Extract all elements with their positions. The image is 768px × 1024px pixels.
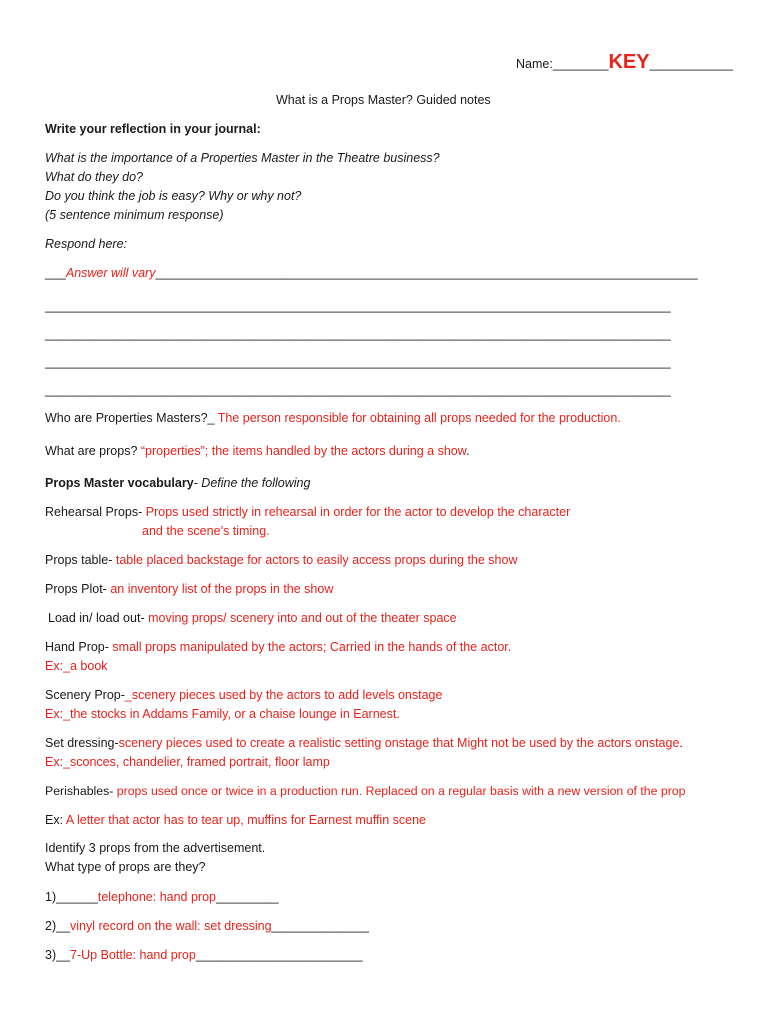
vocab-heading: Props Master vocabulary (45, 476, 194, 490)
answer-blank: ______________________________________________________________________________ (155, 266, 698, 280)
vocab-rehearsal (45, 505, 570, 519)
vocab-set-dressing (45, 736, 683, 750)
item-blank: ________________________ (195, 948, 363, 962)
term-example: Ex:_a book (45, 659, 108, 673)
term-definition: table placed backstage for actors to easily access props during the show (115, 553, 518, 567)
answer-text: Answer will vary (65, 266, 156, 280)
answer-line (45, 266, 698, 280)
term-period: . (679, 736, 683, 750)
vocab-scenery (45, 688, 442, 702)
reflection-note: (5 sentence minimum response) (45, 208, 224, 222)
who-answer: The person responsible for obtaining all props needed for the production. (217, 411, 621, 425)
reflection-question: What do they do? (45, 170, 143, 184)
who-line (45, 411, 621, 425)
vocab-hand (45, 640, 511, 654)
name-blank: ________ (552, 57, 609, 71)
what-period: . (466, 444, 470, 458)
reflection-heading: Write your reflection in your journal: (45, 122, 261, 136)
term-definition: scenery pieces used to create a realistic setting onstage that Might not be used by the actors onstage (118, 736, 680, 750)
term-label: Props table- (45, 553, 116, 567)
identify-instruction: Identify 3 props from the advertisement. (45, 841, 266, 855)
term-definition: props used once or twice in a production run. Replaced on a regular basis with a new version of the prop (116, 784, 686, 798)
term-definition: small props manipulated by the actors; Carried in the hands of the actor. (112, 640, 512, 654)
term-label: Perishables- (45, 784, 117, 798)
term-example: Ex:_the stocks in Addams Family, or a chaise lounge in Earnest. (45, 707, 400, 721)
item-number: 2) (45, 919, 57, 933)
term-definition: A letter that actor has to tear up, muffins for Earnest muffin scene (65, 813, 426, 827)
item-blank: ______ (56, 890, 98, 904)
term-definition: Props used strictly in rehearsal in order for the actor to develop the character (145, 505, 571, 519)
item-blank: ______________ (271, 919, 369, 933)
term-label: Set dressing- (45, 736, 119, 750)
item-number: 1) (45, 890, 57, 904)
identify-item (45, 890, 279, 904)
term-example: Ex:_sconces, chandelier, framed portrait, floor lamp (45, 755, 330, 769)
identify-question: What type of props are they? (45, 860, 206, 874)
name-value: KEY (608, 51, 650, 73)
vocab-subheading: - Define the following (193, 476, 311, 490)
term-label: Props Plot- (45, 582, 111, 596)
answer-blank: ___ (45, 266, 66, 280)
item-answer: 7-Up Bottle: hand prop (70, 948, 196, 962)
identify-item (45, 919, 369, 933)
blank-line: __________________________________________________________________________________________ (45, 327, 671, 341)
blank-line: __________________________________________________________________________________________ (45, 355, 671, 369)
term-definition: _scenery pieces used by the actors to add levels onstage (124, 688, 443, 702)
item-answer: telephone: hand prop (97, 890, 217, 904)
who-label: Who are Properties Masters?_ (45, 411, 218, 425)
what-line (45, 444, 470, 458)
reflection-question: What is the importance of a Properties Master in the Theatre business? (45, 151, 440, 165)
item-blank: __ (56, 948, 71, 962)
respond-label: Respond here: (45, 237, 128, 251)
item-answer: vinyl record on the wall: set dressing (70, 919, 272, 933)
term-label: Ex: (45, 813, 66, 827)
what-label: What are props? (45, 444, 141, 458)
name-label: Name: (516, 57, 553, 71)
item-number: 3) (45, 948, 57, 962)
term-label: Scenery Prop- (45, 688, 125, 702)
term-definition: an inventory list of the props in the show (110, 582, 334, 596)
reflection-question: Do you think the job is easy? Why or why not? (45, 189, 302, 203)
name-line (516, 51, 733, 74)
name-blank: ____________ (649, 57, 734, 71)
vocab-perishables (45, 784, 686, 798)
term-label: Rehearsal Props- (45, 505, 146, 519)
term-label: Hand Prop- (45, 640, 113, 654)
identify-item (45, 948, 363, 962)
term-definition: and the scene’s timing. (142, 524, 270, 538)
item-blank: _________ (216, 890, 279, 904)
vocab-heading-line (45, 476, 310, 490)
what-answer: “properties”; the items handled by the actors during a show (140, 444, 467, 458)
page-title: What is a Props Master? Guided notes (276, 93, 491, 107)
item-blank: __ (56, 919, 71, 933)
term-label: Load in/ load out- (48, 611, 149, 625)
vocab-plot (45, 582, 333, 596)
vocab-example (45, 813, 426, 827)
blank-line: __________________________________________________________________________________________ (45, 299, 671, 313)
vocab-table (45, 553, 518, 567)
vocab-load (48, 611, 457, 625)
term-definition: moving props/ scenery into and out of the theater space (148, 611, 457, 625)
blank-line: __________________________________________________________________________________________ (45, 383, 671, 397)
